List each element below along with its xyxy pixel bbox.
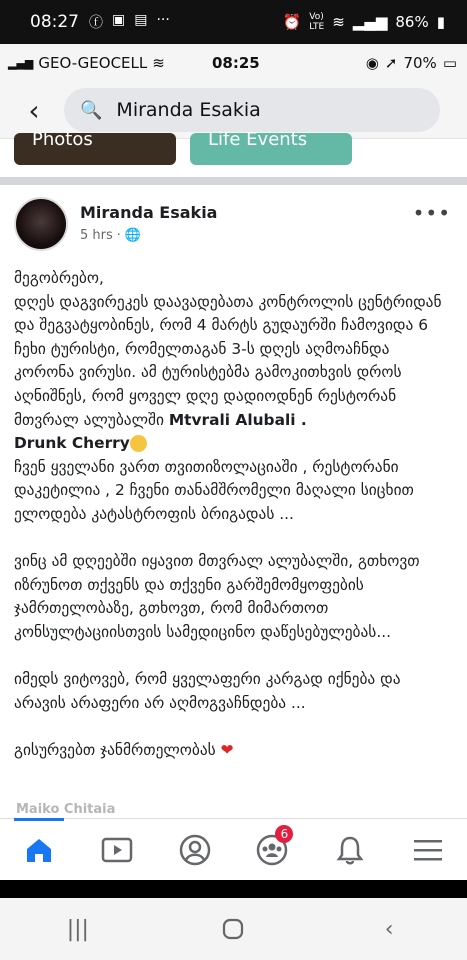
inner-status-right xyxy=(366,54,457,72)
facebook-icon: ⓕ xyxy=(89,15,103,31)
bottom-tab-bar xyxy=(0,818,467,880)
tab-home[interactable] xyxy=(12,827,66,873)
location-icon: ➚ xyxy=(384,54,398,72)
app-screen xyxy=(0,44,467,880)
tab-menu[interactable] xyxy=(401,827,455,873)
chevron-left-icon: ‹ xyxy=(384,916,394,942)
recents-button[interactable] xyxy=(48,909,108,949)
system-nav-bar xyxy=(0,898,467,960)
tab-notifications[interactable] xyxy=(323,827,377,873)
overlay-user-name: Maiko Chitaia xyxy=(16,802,116,817)
photos-button[interactable] xyxy=(14,128,176,165)
battery-icon: ▮ xyxy=(436,13,445,31)
home-button[interactable] xyxy=(203,909,263,949)
post-paragraph-3: ვინც ამ დღეებში იყავით მთვრალ ალუბალში, გთხოვთ იზრუნოთ თქვენს და თქვენი გარშემომყოფების ჯამრთელობაზე, გთხოვთ, რომ მიმართოთ კონსულტაციისთვის სამედიცინო დაწესებულებას... xyxy=(14,552,425,641)
post-paragraph-5: გისურვებთ ჯანმრთელობას xyxy=(14,740,221,759)
home-icon xyxy=(24,836,54,864)
home-circle-icon xyxy=(221,917,245,941)
search-icon: 🔍 xyxy=(80,99,103,121)
post-paragraph-1: მეგობრებო, დღეს დაგვირეკეს დაავადებათა კონტროლის ცენტრიდან და შეგვატყობინეს, რომ 4 მარტს გუდაურში ჩამოვიდა 6 ჩეხი ტურისტი, რომელთაგან 3-ს დღეს აღმოაჩნდა კორონა ვირუსი. ამ ტურისტებმა გამოკითხვის დროს აღნიშნეს, რომ ყოველ დღე დადიოდნენ რესტორან მთვრალ ალუბალში xyxy=(14,269,442,429)
post-timestamp[interactable]: 5 hrs xyxy=(80,228,113,243)
tagged-page-drunk-cherry[interactable]: Drunk Cherry xyxy=(14,434,130,453)
recents-icon: ||| xyxy=(66,916,89,942)
tab-profile[interactable] xyxy=(168,827,222,873)
signal-icon: ▂▄▆ xyxy=(352,13,388,31)
carrier xyxy=(8,54,165,72)
post xyxy=(0,185,467,762)
search-input[interactable] xyxy=(114,98,418,122)
alarm-icon: ⏰ xyxy=(282,13,302,31)
more-options-button[interactable]: ••• xyxy=(412,201,451,225)
post-meta xyxy=(80,197,217,243)
chevron-left-icon: ‹ xyxy=(28,93,40,127)
search-box[interactable] xyxy=(64,88,440,132)
post-body xyxy=(14,267,454,762)
section-divider xyxy=(0,177,467,185)
life-events-button[interactable] xyxy=(190,128,352,165)
watch-icon xyxy=(101,837,133,863)
dot-separator: · xyxy=(116,228,121,243)
screen-record-icon: ◉ xyxy=(365,54,379,72)
wifi-icon: ≋ xyxy=(152,54,165,72)
post-paragraph-2: ჩვენ ყველანი ვართ თვითიზოლაციაში , რესტორანი დაკეტილია , 2 ჩვენი თანამშრომელი მაღალი სიცხით ელოდება კატასტროფის ბრიგადას ... xyxy=(14,457,419,523)
screen-bezel xyxy=(0,880,467,898)
inner-status-bar xyxy=(0,44,467,82)
profile-buttons-row xyxy=(0,128,467,177)
more-notifications-icon: ··· xyxy=(156,12,170,28)
inner-battery-percent: 70% xyxy=(403,54,437,72)
photos-label: Photos xyxy=(32,128,93,150)
wifi-icon: ≋ xyxy=(332,13,345,31)
outer-battery-percent: 86% xyxy=(395,13,429,31)
outer-notification-icons xyxy=(89,12,170,32)
groups-badge: 6 xyxy=(275,825,293,843)
cnn-icon: ▤ xyxy=(134,12,148,28)
post-author[interactable]: Miranda Esakia xyxy=(80,203,218,222)
system-back-button[interactable] xyxy=(359,909,419,949)
menu-icon xyxy=(413,838,443,862)
outer-status-right xyxy=(283,12,445,32)
profile-icon xyxy=(179,834,211,866)
volte-icon: Vo) LTE xyxy=(309,12,325,32)
sad-face-icon xyxy=(130,435,147,452)
life-events-label: Life Events xyxy=(208,128,308,150)
back-button[interactable] xyxy=(14,94,54,127)
battery-icon: ▭ xyxy=(442,54,457,72)
signal-icon: ▂▄▆ xyxy=(8,56,34,70)
avatar[interactable] xyxy=(14,197,68,251)
gallery-icon: ▣ xyxy=(112,12,126,28)
outer-status-bar xyxy=(0,0,467,44)
inner-status-time: 08:25 xyxy=(212,54,260,72)
post-time-row xyxy=(80,228,217,243)
carrier-name: GEO-GEOCELL xyxy=(38,54,148,72)
bell-icon xyxy=(336,835,364,865)
post-paragraph-4: იმედს ვიტოვებ, რომ ყველაფერი კარგად იქნება და არავის არაფერი არ აღმოგვაჩნდება ... xyxy=(14,670,406,712)
post-header xyxy=(14,185,467,251)
heart-icon: ❤ xyxy=(220,740,234,759)
outer-status-time: 08:27 xyxy=(30,12,79,32)
tab-watch[interactable] xyxy=(90,827,144,873)
globe-icon: 🌐 xyxy=(124,228,142,243)
tagged-page-mtvrali-alubali[interactable]: Mtvrali Alubali . xyxy=(168,410,307,429)
tab-groups[interactable] xyxy=(245,827,299,873)
